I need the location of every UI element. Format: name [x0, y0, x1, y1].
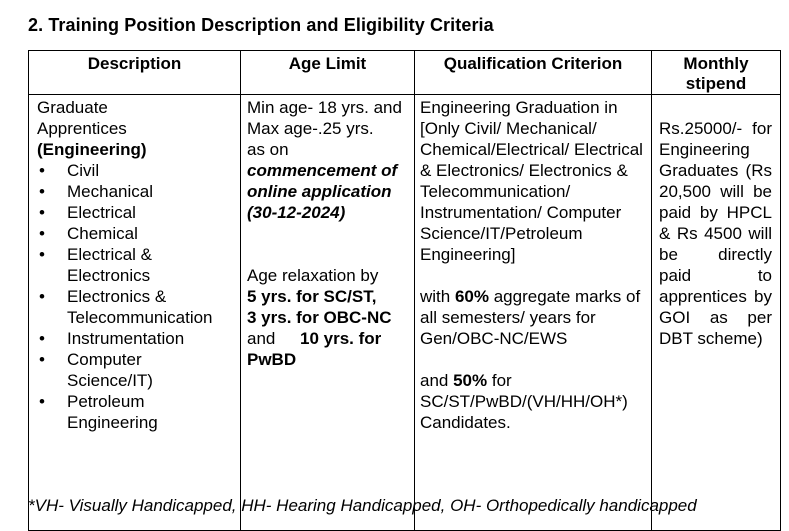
list-item: • Electrical & Electronics	[37, 244, 167, 286]
age-line2: Max age-.25 yrs.	[247, 119, 374, 138]
age-line3: as on	[247, 140, 289, 159]
col-age-limit: Age Limit	[241, 51, 415, 95]
age-relax-3: and 10 yrs. for	[247, 329, 382, 348]
description-line1: Graduate	[37, 98, 108, 117]
qualification-p1: Engineering Graduation in [Only Civil/ Mechanical/ Chemical/Electrical/ Electrical & Electronics/ Electronics & Telecommunication/ Instrumentation/ Computer Science/IT/Petroleum Engineering]	[420, 98, 643, 264]
age-emph1: commencement of	[247, 161, 398, 180]
footnote: *VH- Visually Handicapped, HH- Hearing Handicapped, OH- Orthopedically handicapped	[28, 496, 697, 515]
list-item: • Chemical	[37, 223, 234, 244]
list-item: • Civil	[37, 160, 234, 181]
age-relax-1: 5 yrs. for SC/ST,	[247, 287, 377, 306]
list-item: • Electrical	[37, 202, 234, 223]
age-relax-4: PwBD	[247, 350, 297, 369]
age-emph2: online application	[247, 182, 392, 201]
col-stipend: Monthly stipend	[652, 51, 781, 95]
table-header-row	[29, 51, 781, 95]
discipline-list	[37, 160, 234, 433]
table-row	[29, 95, 781, 531]
age-relax-2: 3 yrs. for OBC-NC	[247, 308, 392, 327]
stipend-text: Rs.25000/- for Engineering Graduates (Rs 20,500 will be paid by HPCL & Rs 4500 will be directly paid to apprentices by GOI as per DBT scheme)	[659, 119, 772, 348]
list-item: • Electronics & Telecommunication	[37, 286, 227, 328]
list-item: • Instrumentation	[37, 328, 234, 349]
qualification-cell	[415, 95, 652, 531]
qualification-p3: and 50% for SC/ST/PwBD/(VH/HH/OH*) Candidates.	[420, 371, 628, 432]
age-emph3: (30-12-2024)	[247, 203, 346, 222]
list-item: • Mechanical	[37, 181, 234, 202]
qualification-p2: with 60% aggregate marks of all semesters/ years for Gen/OBC-NC/EWS	[420, 287, 641, 348]
description-cell	[29, 95, 241, 531]
eligibility-table	[28, 50, 781, 531]
col-qualification: Qualification Criterion	[415, 51, 652, 95]
stipend-cell	[652, 95, 781, 531]
age-relax: Age relaxation by	[247, 266, 379, 285]
list-item: • Petroleum Engineering	[37, 391, 177, 433]
age-line1: Min age- 18 yrs. and	[247, 98, 402, 117]
age-cell	[241, 95, 415, 531]
col-description: Description	[29, 51, 241, 95]
description-line2: Apprentices	[37, 119, 127, 138]
list-item: • Computer Science/IT)	[37, 349, 177, 391]
description-bold: (Engineering)	[37, 140, 147, 159]
section-heading: 2. Training Position Description and Eligibility Criteria	[28, 15, 494, 35]
